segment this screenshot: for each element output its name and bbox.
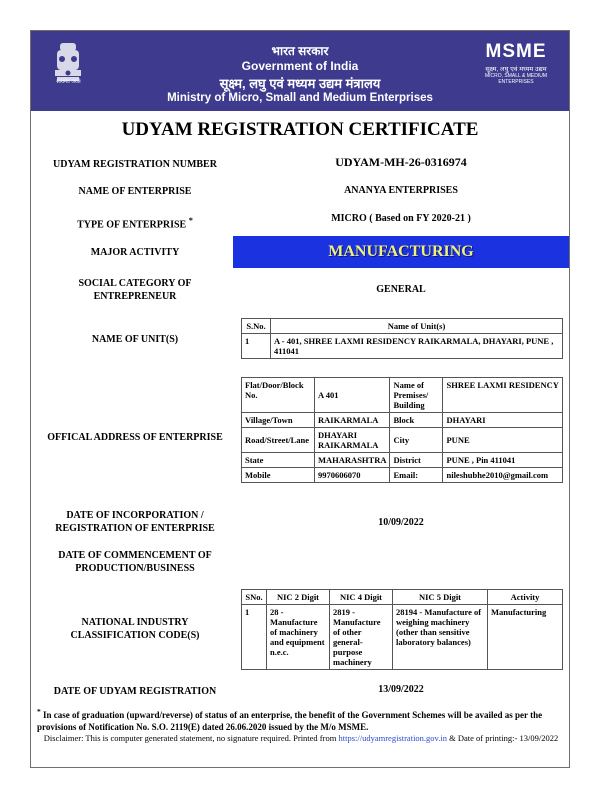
enterprise-label: NAME OF ENTERPRISE — [78, 186, 192, 197]
msme-logo — [473, 41, 559, 87]
social-label-1: SOCIAL CATEGORY OF — [78, 278, 192, 289]
table-row — [242, 428, 563, 453]
graduation-note — [37, 706, 565, 733]
units-sno: 1 — [242, 334, 271, 359]
address-label: OFFICAL ADDRESS OF ENTERPRISE — [47, 432, 223, 443]
activity-value: MANUFACTURING — [328, 243, 474, 260]
premises-label: Name of Premises/ Building — [390, 378, 443, 413]
email-label: Email: — [390, 468, 443, 483]
udyam-date-value: 13/09/2022 — [378, 684, 424, 695]
gov-hindi: भारत सरकार — [271, 44, 329, 58]
flat-label: Flat/Door/Block No. — [242, 378, 315, 413]
nic-th-activity: Activity — [488, 590, 563, 605]
address-table — [241, 377, 563, 483]
social-label — [35, 277, 235, 303]
note-text: In case of graduation (upward/reverse) of status of an enterprise, the benefit of the Government Schemes will be availed as per the provisions of Notification No. S.O. 2119(E) dated 26.06.2020 issued by the M/o MSME. — [37, 710, 543, 732]
nic-th-2digit: NIC 2 Digit — [267, 590, 330, 605]
udyam-portal-link[interactable]: https://udyamregistration.gov.in — [338, 733, 447, 743]
commence-label — [35, 549, 235, 575]
nic-label-1: NATIONAL INDUSTRY — [81, 617, 189, 628]
type-star: * — [188, 216, 193, 225]
incorp-label-1: DATE OF INCORPORATION / — [66, 510, 204, 521]
nic-th-sno: SNo. — [242, 590, 267, 605]
incorp-value: 10/09/2022 — [378, 517, 424, 528]
units-th-name: Name of Unit(s) — [271, 319, 563, 334]
gov-english: Government of India — [241, 59, 359, 73]
type-value: MICRO ( Based on FY 2020-21 ) — [331, 213, 471, 224]
nic-4digit: 2819 - Manufacture of other general-purpose machinery — [330, 605, 393, 670]
disclaimer-prefix: Disclaimer: This is computer generated statement, no signature required. Printed from — [43, 733, 339, 743]
nic-label-2: CLASSIFICATION CODE(S) — [70, 630, 200, 641]
enterprise-value: ANANYA ENTERPRISES — [344, 185, 458, 196]
state-value: MAHARASHTRA — [315, 453, 390, 468]
district-label: District — [390, 453, 443, 468]
table-row — [242, 453, 563, 468]
nic-activity: Manufacturing — [488, 605, 563, 670]
msme-logo-text: MSME — [485, 41, 547, 62]
nic-th-4digit: NIC 4 Digit — [330, 590, 393, 605]
ministry-english: Ministry of Micro, Small and Medium Enterprises — [167, 92, 433, 104]
commence-label-2: PRODUCTION/BUSINESS — [75, 563, 195, 574]
road-label: Road/Street/Lane — [242, 428, 315, 453]
certificate-page — [30, 30, 570, 768]
village-label: Village/Town — [242, 413, 315, 428]
nic-table — [241, 589, 563, 670]
city-value: PUNE — [443, 428, 563, 453]
emblem-caption: सत्यमेव जयते — [56, 79, 81, 85]
ministry-hindi: सूक्ष्म, लघु एवं मध्यम उद्यम मंत्रालय — [219, 76, 381, 91]
incorp-label — [35, 509, 235, 535]
nic-th-5digit: NIC 5 Digit — [393, 590, 488, 605]
header-banner — [31, 31, 569, 111]
table-row — [242, 413, 563, 428]
road-value: DHAYARI RAIKARMALA — [315, 428, 390, 453]
social-label-2: ENTREPRENEUR — [93, 291, 177, 302]
disclaimer — [37, 733, 565, 744]
city-label: City — [390, 428, 443, 453]
units-th-sno: S.No. — [242, 319, 271, 334]
nic-2digit: 28 - Manufacture of machinery and equipment n.e.c. — [267, 605, 330, 670]
type-label-text: TYPE OF ENTERPRISE — [77, 219, 187, 231]
village-value: RAIKARMALA — [315, 413, 390, 428]
nic-sno: 1 — [242, 605, 267, 670]
district-value: PUNE , Pin 411041 — [443, 453, 563, 468]
table-row — [242, 378, 563, 413]
units-table-header — [242, 319, 563, 334]
table-row — [242, 334, 563, 359]
incorp-label-2: REGISTRATION OF ENTERPRISE — [55, 523, 215, 534]
email-value[interactable]: nileshubhe2010@gmail.com — [443, 468, 563, 483]
activity-label: MAJOR ACTIVITY — [90, 247, 180, 258]
block-value: DHAYARI — [443, 413, 563, 428]
activity-band — [233, 236, 569, 268]
flat-value: A 401 — [315, 378, 390, 413]
table-row — [242, 605, 563, 670]
nic-label — [35, 616, 235, 642]
disclaimer-suffix: & Date of printing:- 13/09/2022 — [447, 733, 559, 743]
units-table — [241, 318, 563, 359]
premises-value: SHREE LAXMI RESIDENCY — [443, 378, 563, 413]
note-star: * — [37, 707, 41, 716]
udyam-date-label: DATE OF UDYAM REGISTRATION — [53, 686, 217, 697]
social-value: GENERAL — [376, 284, 426, 295]
block-label: Block — [390, 413, 443, 428]
nic-table-header — [242, 590, 563, 605]
certificate-title: UDYAM REGISTRATION CERTIFICATE — [121, 119, 479, 140]
commence-label-1: DATE OF COMMENCEMENT OF — [58, 550, 212, 561]
reg-no-label: UDYAM REGISTRATION NUMBER — [53, 159, 217, 170]
table-row — [242, 468, 563, 483]
units-label: NAME OF UNIT(S) — [91, 334, 179, 345]
mobile-label: Mobile — [242, 468, 315, 483]
mobile-value: 9970606070 — [315, 468, 390, 483]
type-label — [35, 214, 235, 231]
reg-no-value: UDYAM-MH-26-0316974 — [335, 155, 467, 169]
nic-5digit: 28194 - Manufacture of weighing machinery (other than sensitive laboratory balances) — [393, 605, 488, 670]
state-label: State — [242, 453, 315, 468]
msme-logo-hindi: सूक्ष्म, लघु एवं मध्यम उद्यम — [485, 66, 547, 73]
units-name: A - 401, SHREE LAXMI RESIDENCY RAIKARMALA, DHAYARI, PUNE , 411041 — [271, 334, 563, 359]
msme-logo-english: MICRO, SMALL & MEDIUM ENTERPRISES — [484, 73, 548, 85]
